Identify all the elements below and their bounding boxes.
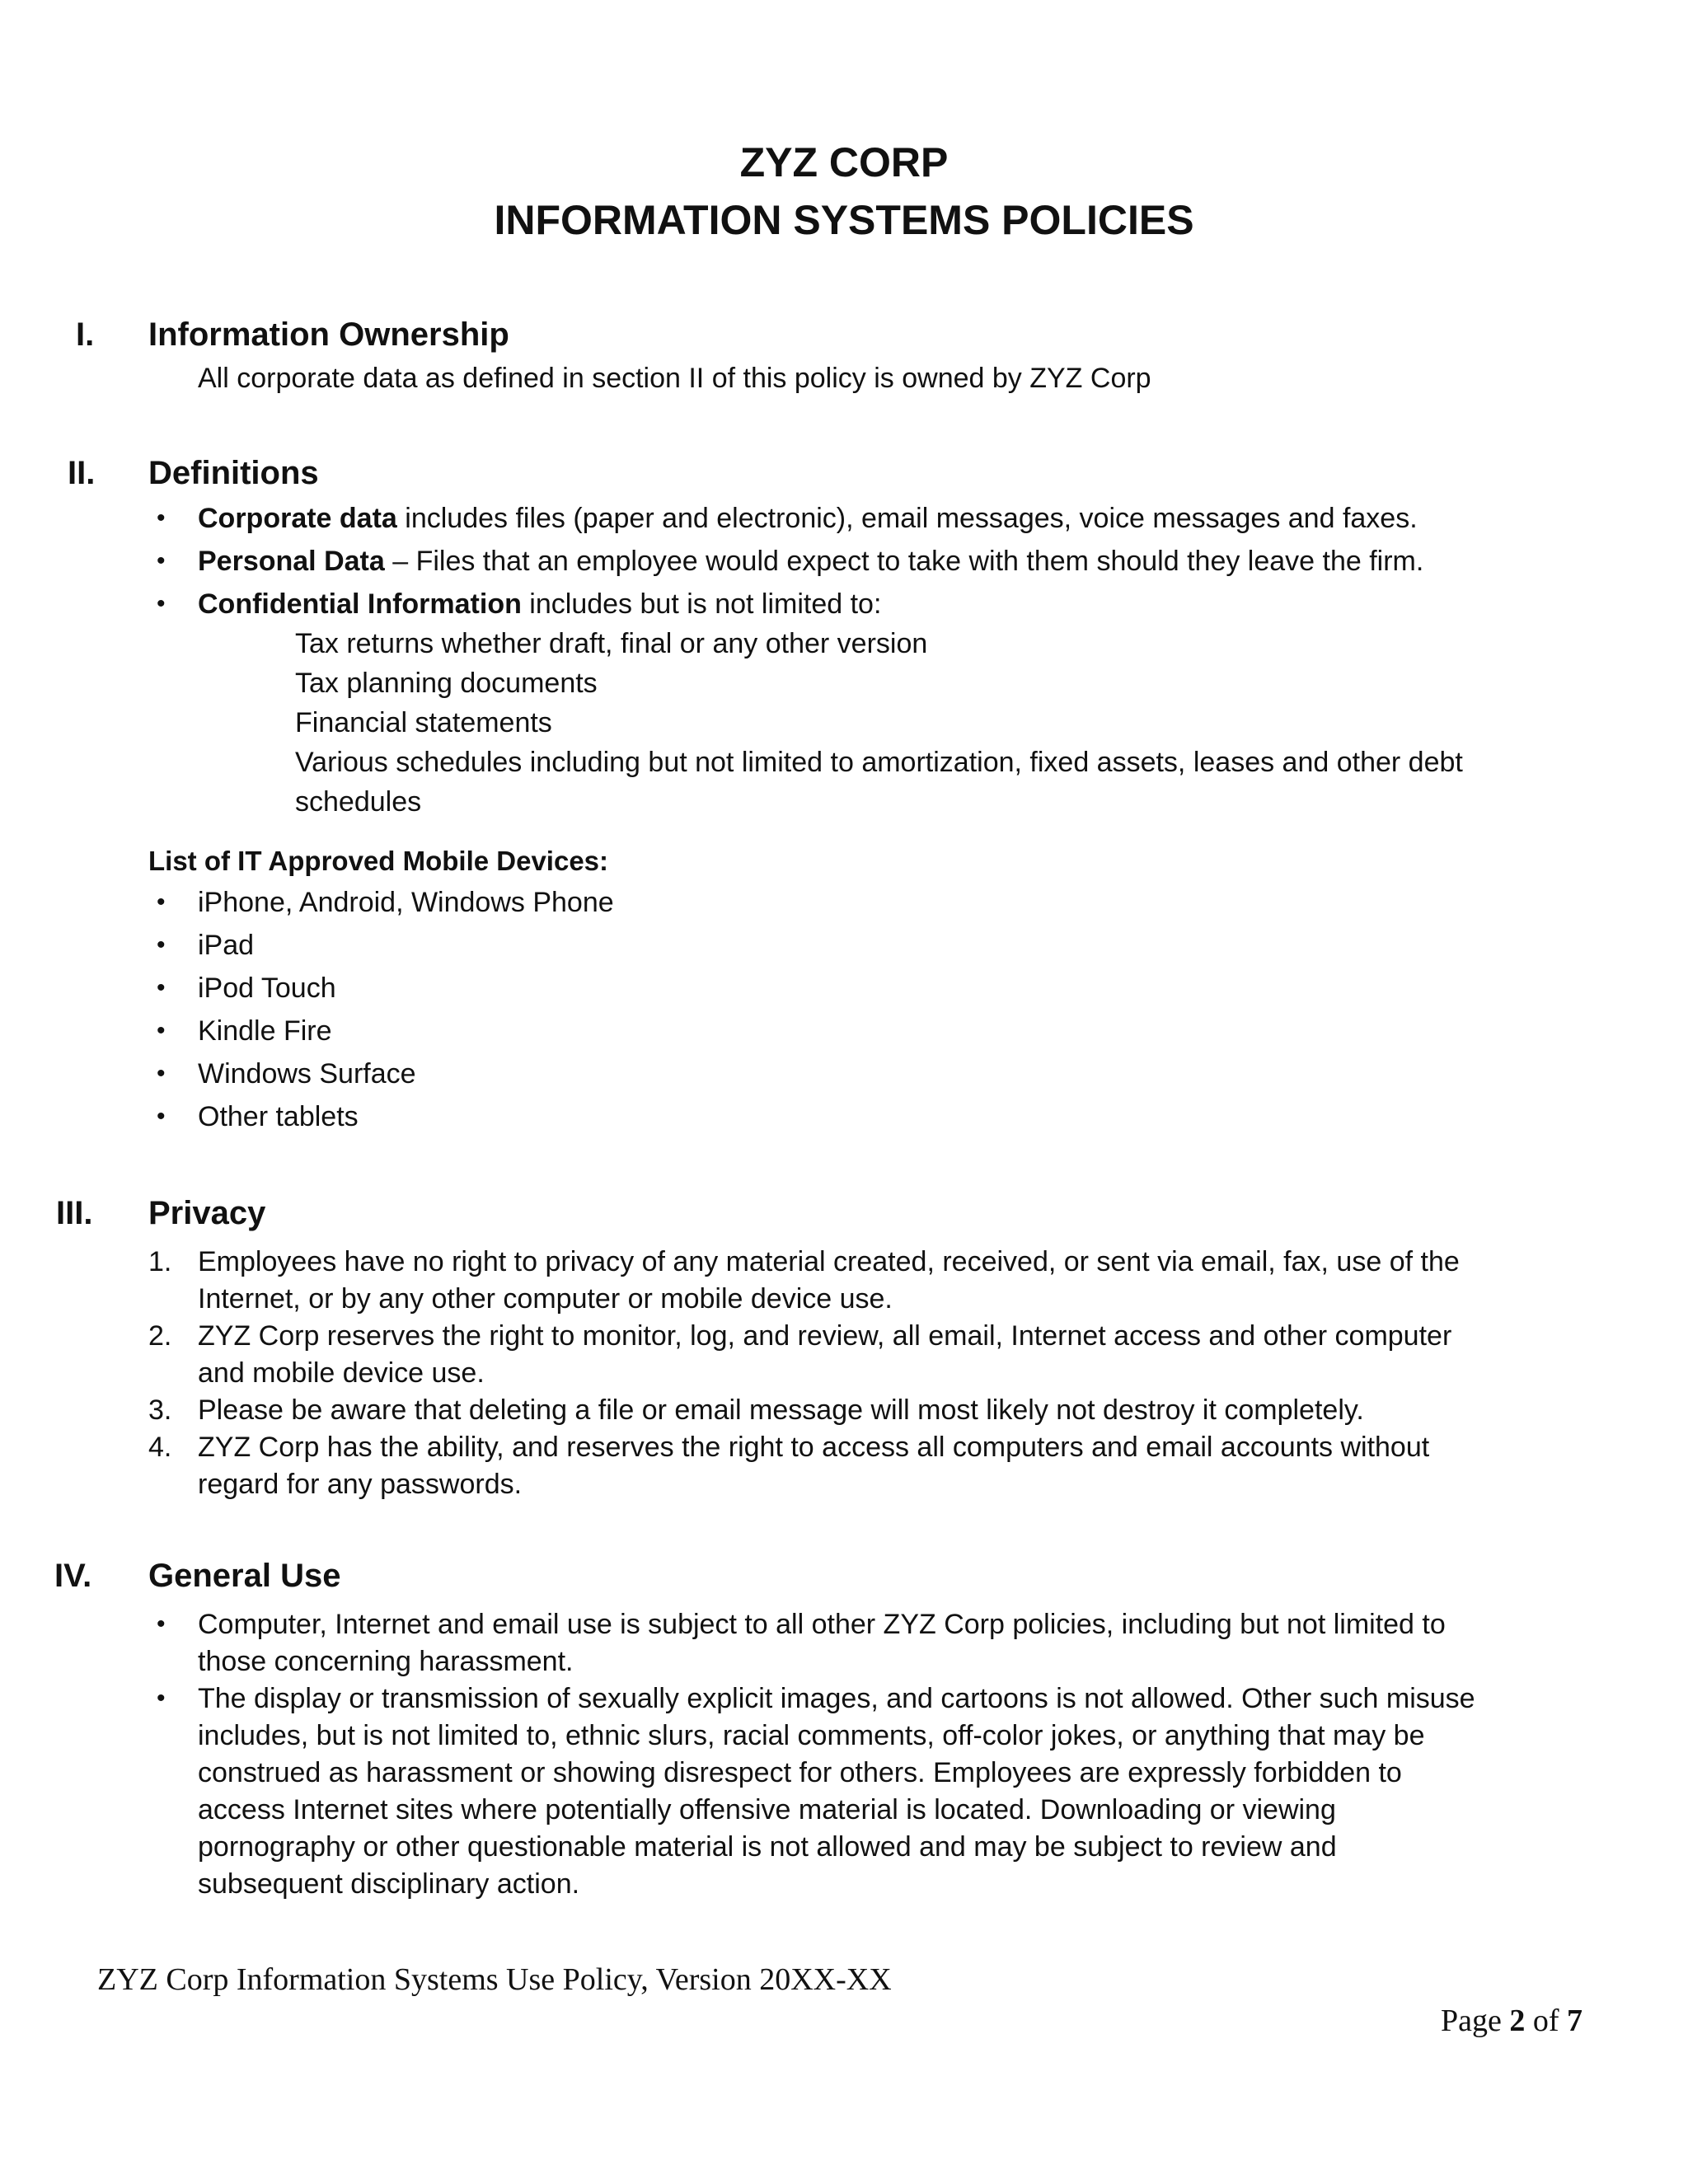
section-1-numeral: I. xyxy=(76,316,95,353)
bullet-icon: • xyxy=(157,888,166,916)
section-1-heading: Information Ownership xyxy=(148,316,509,353)
general-use-item-continued: construed as harassment or showing disrespect for others. Employees are expressly forbidden to xyxy=(198,1757,1402,1788)
company-title: ZYZ CORP xyxy=(739,139,949,185)
section-2-numeral: II. xyxy=(68,455,96,491)
privacy-item-continued: and mobile device use. xyxy=(198,1357,485,1389)
general-use-item: The display or transmission of sexually explicit images, and cartoons is not allowed. Other such misuse xyxy=(198,1683,1475,1714)
privacy-item: ZYZ Corp reserves the right to monitor, log, and review, all email, Internet access and other computer xyxy=(198,1320,1452,1352)
privacy-item-continued: Internet, or by any other computer or mobile device use. xyxy=(198,1283,893,1315)
device-item: iPhone, Android, Windows Phone xyxy=(198,887,614,918)
bullet-icon: • xyxy=(157,590,166,617)
general-use-item-continued: pornography or other questionable material is not allowed and may be subject to review and xyxy=(198,1831,1337,1863)
confidential-item: Tax returns whether draft, final or any other version xyxy=(295,628,928,659)
list-number: 4. xyxy=(148,1432,172,1463)
general-use-item-continued: includes, but is not limited to, ethnic slurs, racial comments, off-color jokes, or anything that may be xyxy=(198,1720,1425,1751)
confidential-item: Tax planning documents xyxy=(295,668,598,699)
device-item: iPod Touch xyxy=(198,972,336,1004)
section-4-heading: General Use xyxy=(148,1558,341,1594)
footer-text: ZYZ Corp Information Systems Use Policy, Version 20XX-XX xyxy=(97,1962,892,1997)
document-title: INFORMATION SYSTEMS POLICIES xyxy=(494,197,1194,243)
device-item: Other tablets xyxy=(198,1101,359,1132)
privacy-item: ZYZ Corp has the ability, and reserves the right to access all computers and email accounts without xyxy=(198,1432,1430,1463)
page-number: Page 2 of 7 xyxy=(1440,2004,1582,2038)
confidential-item: Financial statements xyxy=(295,707,552,738)
section-1-text: All corporate data as defined in section II of this policy is owned by ZYZ Corp xyxy=(198,363,1151,394)
section-4-numeral: IV. xyxy=(54,1558,92,1594)
definition-confidential-info: Confidential Information includes but is not limited to: xyxy=(198,588,882,620)
general-use-item-continued: subsequent disciplinary action. xyxy=(198,1868,580,1900)
general-use-item-continued: access Internet sites where potentially offensive material is located. Downloading or viewing xyxy=(198,1794,1336,1825)
section-3-heading: Privacy xyxy=(148,1195,266,1231)
list-number: 3. xyxy=(148,1394,172,1426)
bullet-icon: • xyxy=(157,1017,166,1044)
privacy-item-continued: regard for any passwords. xyxy=(198,1469,523,1500)
device-item: iPad xyxy=(198,930,255,961)
list-number: 1. xyxy=(148,1246,172,1277)
bullet-icon: • xyxy=(157,504,166,532)
bullet-icon: • xyxy=(157,974,166,1001)
definition-corporate-data: Corporate data includes files (paper and electronic), email messages, voice messages and faxes. xyxy=(198,503,1418,534)
bullet-icon: • xyxy=(157,547,166,574)
device-item: Kindle Fire xyxy=(198,1015,332,1047)
privacy-item: Employees have no right to privacy of any material created, received, or sent via email, fax, use of the xyxy=(198,1246,1460,1277)
general-use-item: Computer, Internet and email use is subject to all other ZYZ Corp policies, including but not limited to xyxy=(198,1609,1446,1640)
list-number: 2. xyxy=(148,1320,172,1352)
confidential-item: Various schedules including but not limited to amortization, fixed assets, leases and other debt xyxy=(295,747,1463,778)
bullet-icon: • xyxy=(157,1060,166,1087)
devices-heading: List of IT Approved Mobile Devices: xyxy=(148,846,609,876)
bullet-icon: • xyxy=(157,931,166,958)
device-item: Windows Surface xyxy=(198,1058,416,1090)
bullet-icon: • xyxy=(157,1103,166,1130)
section-2-heading: Definitions xyxy=(148,455,319,491)
bullet-icon: • xyxy=(157,1685,166,1712)
definition-personal-data: Personal Data – Files that an employee would expect to take with them should they leave the firm. xyxy=(198,546,1424,577)
bullet-icon: • xyxy=(157,1610,166,1638)
privacy-item: Please be aware that deleting a file or email message will most likely not destroy it completely. xyxy=(198,1394,1364,1426)
confidential-item-continued: schedules xyxy=(295,786,422,818)
section-3-numeral: III. xyxy=(56,1195,93,1231)
general-use-item-continued: those concerning harassment. xyxy=(198,1646,574,1677)
